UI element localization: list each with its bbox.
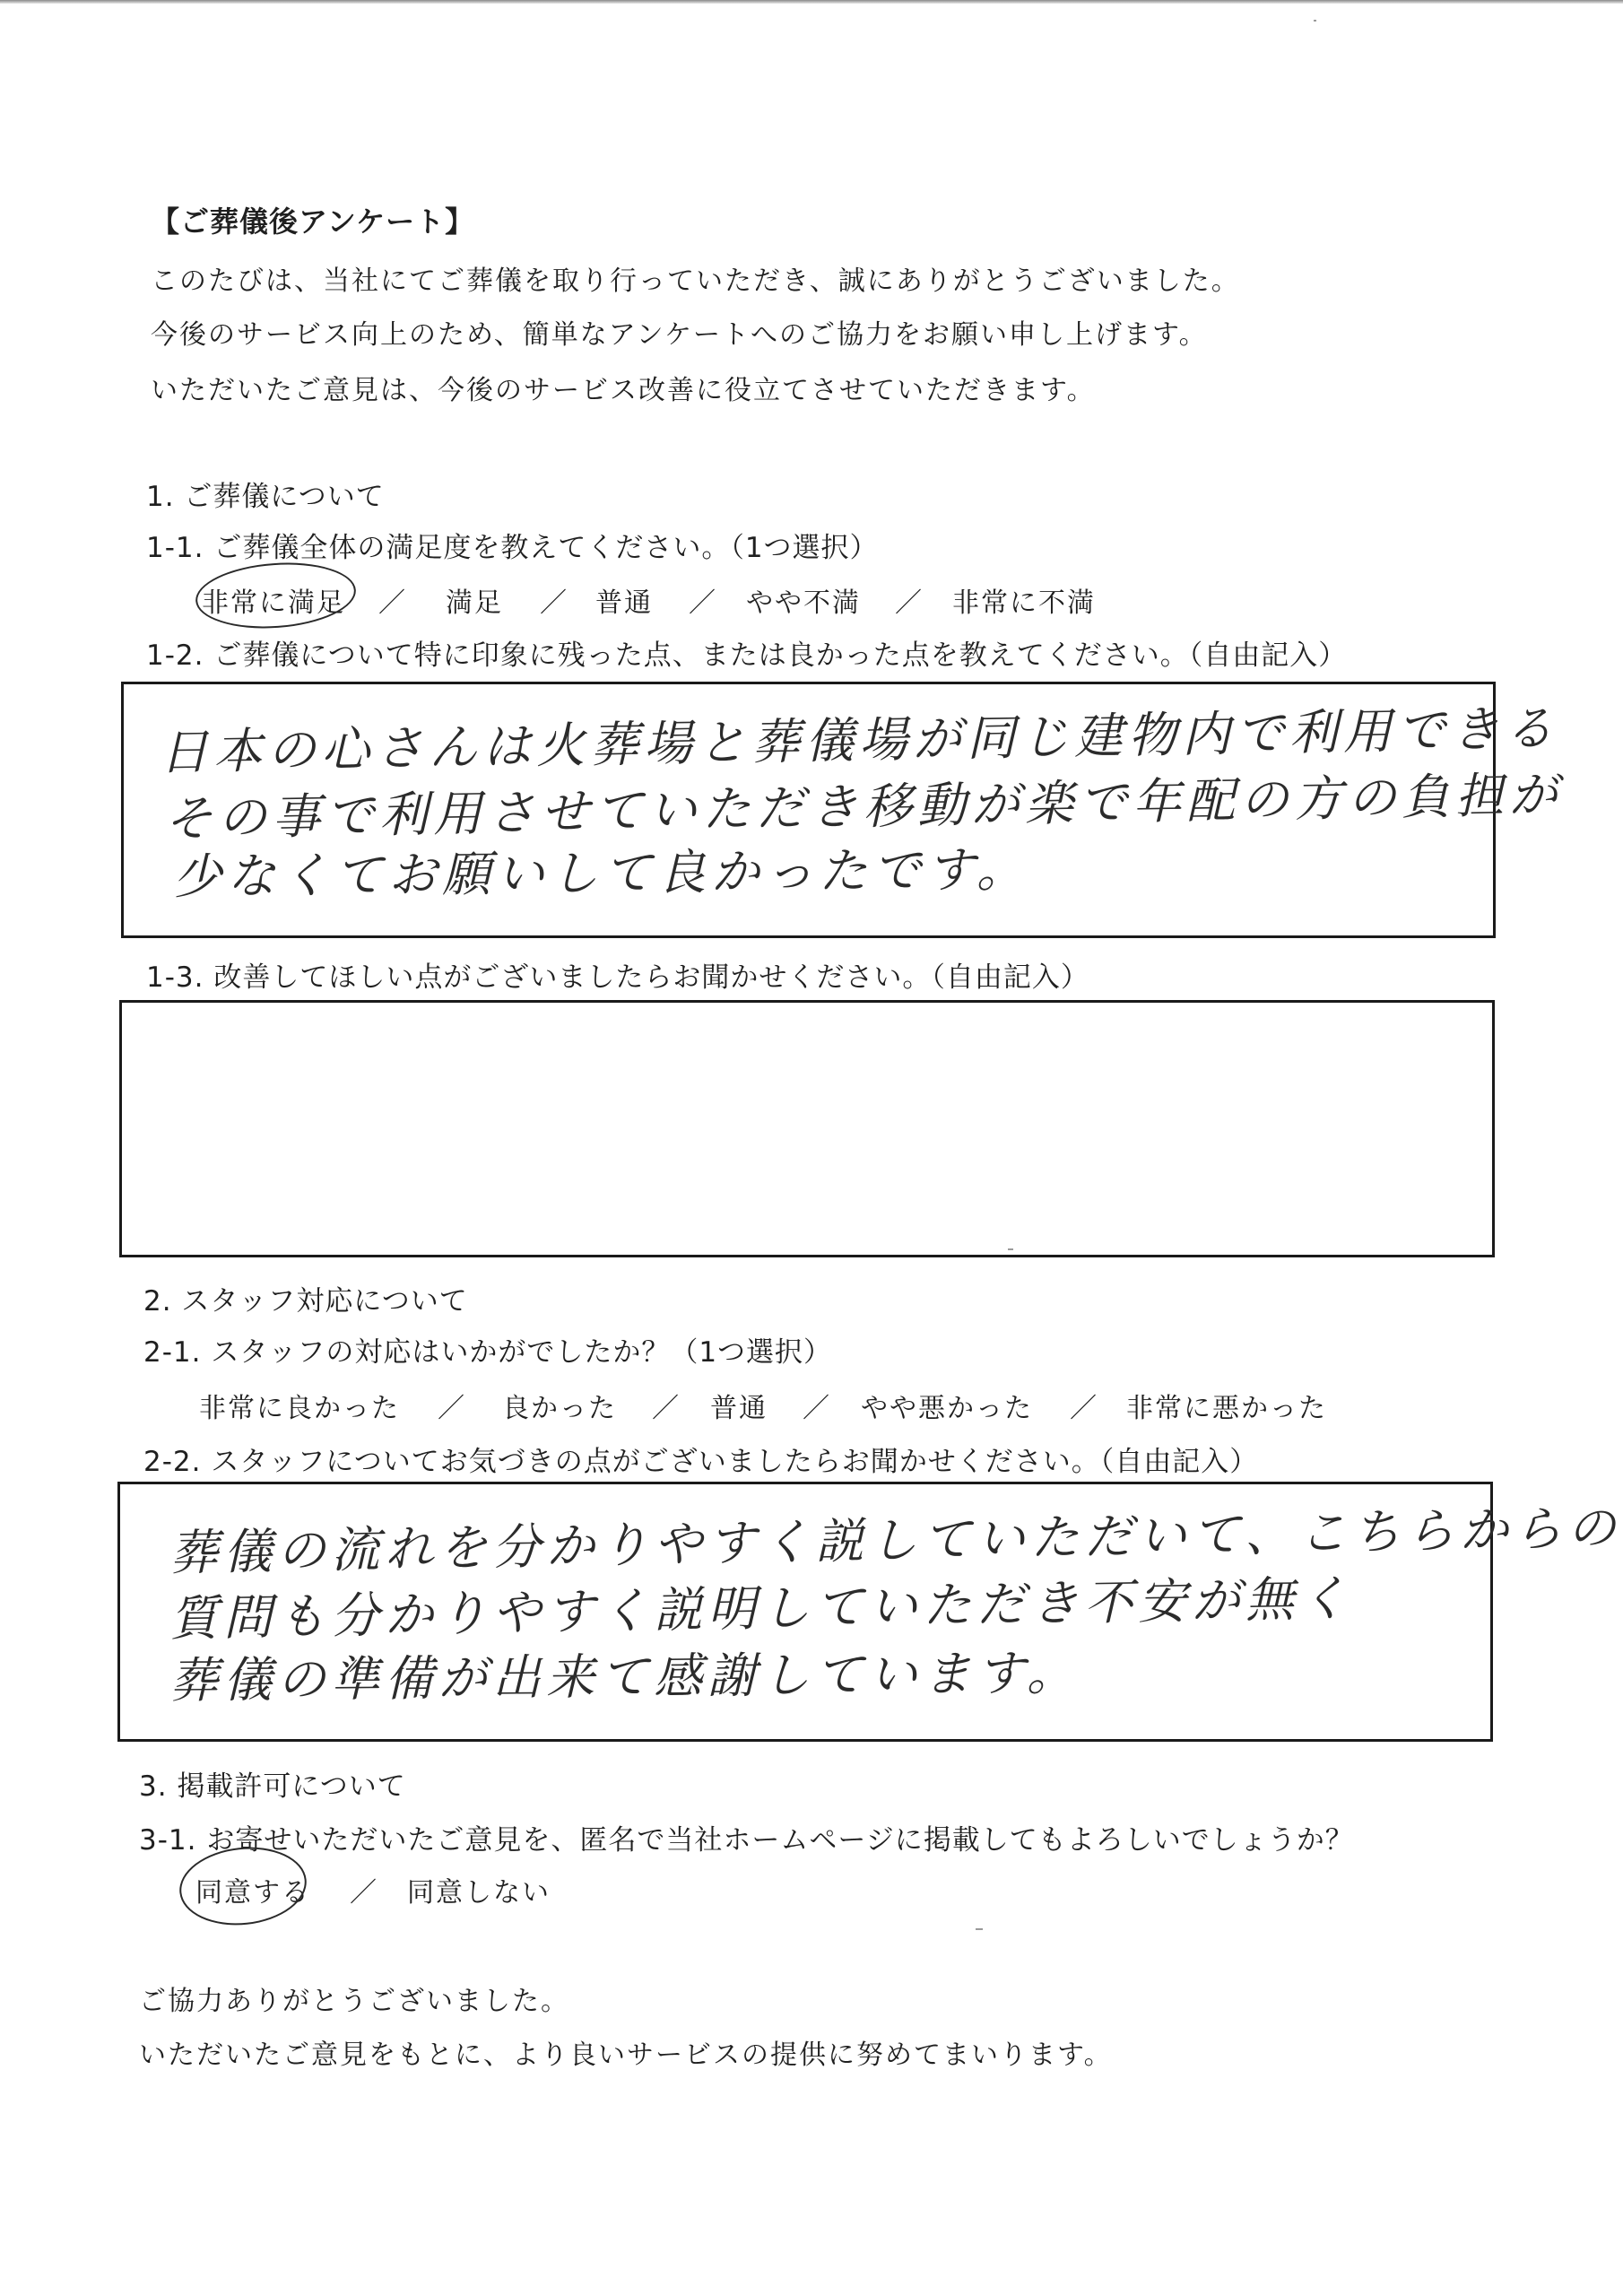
handwritten-line-3: 少なくてお願いして良かったです。 (172, 840, 1030, 906)
option-very-bad[interactable]: 非常に悪かった (1126, 1393, 1327, 1424)
question-1-1-label: 1-1. ご葬儀全体の満足度を教えてください。（1つ選択） (146, 532, 879, 564)
question-2-2-label: 2-2. スタッフについてお気づきの点がございましたらお聞かせください。（自由記入） (143, 1446, 1259, 1478)
option-separator: ／ (350, 1877, 378, 1909)
option-separator: ／ (378, 587, 407, 619)
option-separator: ／ (803, 1393, 831, 1424)
selection-circle (194, 558, 359, 633)
option-somewhat-dissatisfied[interactable]: やや不満 (746, 587, 861, 619)
question-1-2-label: 1-2. ご葬儀について特に印象に残った点、または良かった点を教えてください。（自由記入） (146, 639, 1348, 672)
handwritten-line-1: 葬儀の流れを分かりやすく説していただいて、こちらからの (169, 1499, 1622, 1582)
handwritten-line-1: 日本の心さんは火葬場と葬儀場が同じ建物内で利用できる (159, 700, 1559, 781)
option-neutral[interactable]: 普通 (595, 587, 653, 619)
option-separator: ／ (689, 587, 717, 619)
option-very-dissatisfied[interactable]: 非常に不満 (952, 587, 1096, 619)
answer-box-1-2[interactable] (121, 682, 1564, 938)
scan-speck (1314, 20, 1316, 22)
option-separator: ／ (1070, 1393, 1098, 1424)
answer-box-1-3[interactable] (119, 1000, 1495, 1257)
closing-line-2: いただいたご意見をもとに、より良いサービスの提供に努めてまいります。 (139, 2039, 1113, 2071)
page-title: 【ご葬儀後アンケート】 (151, 204, 475, 239)
question-3-1-label: 3-1. お寄せいただいたご意見を、匿名で当社ホームページに掲載してもよろしいでしょうか？ (139, 1824, 1354, 1857)
scan-edge (0, 0, 1623, 4)
answer-box-2-2[interactable] (117, 1482, 1622, 1742)
handwritten-line-2: 質問も分かりやすく説明していただき不安が無く (169, 1570, 1354, 1648)
handwritten-line-3: 葬儀の準備が出来て感謝しています。 (169, 1644, 1081, 1709)
section-2-heading: 2. スタッフ対応について (143, 1285, 468, 1318)
option-satisfied[interactable]: 満足 (446, 587, 503, 619)
option-very-good[interactable]: 非常に良かった (199, 1393, 400, 1424)
option-neutral[interactable]: 普通 (710, 1393, 768, 1424)
option-good[interactable]: 良かった (502, 1393, 617, 1424)
scan-speck (976, 1928, 983, 1930)
handwritten-line-2: その事で利用させていただき移動が楽で年配の方の負担が (163, 766, 1564, 848)
question-1-3-label: 1-3. 改善してほしい点がございましたらお聞かせください。（自由記入） (146, 961, 1089, 994)
option-disagree[interactable]: 同意しない (407, 1877, 551, 1909)
question-2-1-label: 2-1. スタッフの対応はいかがでしたか？（1つ選択） (143, 1336, 833, 1369)
intro-line-3: いただいたご意見は、今後のサービス改善に役立てさせていただきます。 (151, 375, 1096, 406)
section-1-heading: 1. ご葬儀について (146, 481, 385, 513)
intro-line-1: このたびは、当社にてご葬儀を取り行っていただき、誠にありがとうございました。 (151, 265, 1240, 297)
option-separator: ／ (438, 1393, 466, 1424)
option-somewhat-bad[interactable]: やや悪かった (861, 1393, 1033, 1424)
option-separator: ／ (895, 587, 924, 619)
intro-line-2: 今後のサービス向上のため、簡単なアンケートへのご協力をお願い申し上げます。 (151, 319, 1208, 351)
section-3-heading: 3. 掲載許可について (139, 1770, 406, 1803)
option-very-satisfied[interactable]: 非常に満足 (202, 587, 345, 619)
closing-line-1: ご協力ありがとうございました。 (139, 1986, 569, 2017)
option-agree[interactable]: 同意する (195, 1877, 310, 1909)
option-separator: ／ (652, 1393, 681, 1424)
option-separator: ／ (540, 587, 568, 619)
